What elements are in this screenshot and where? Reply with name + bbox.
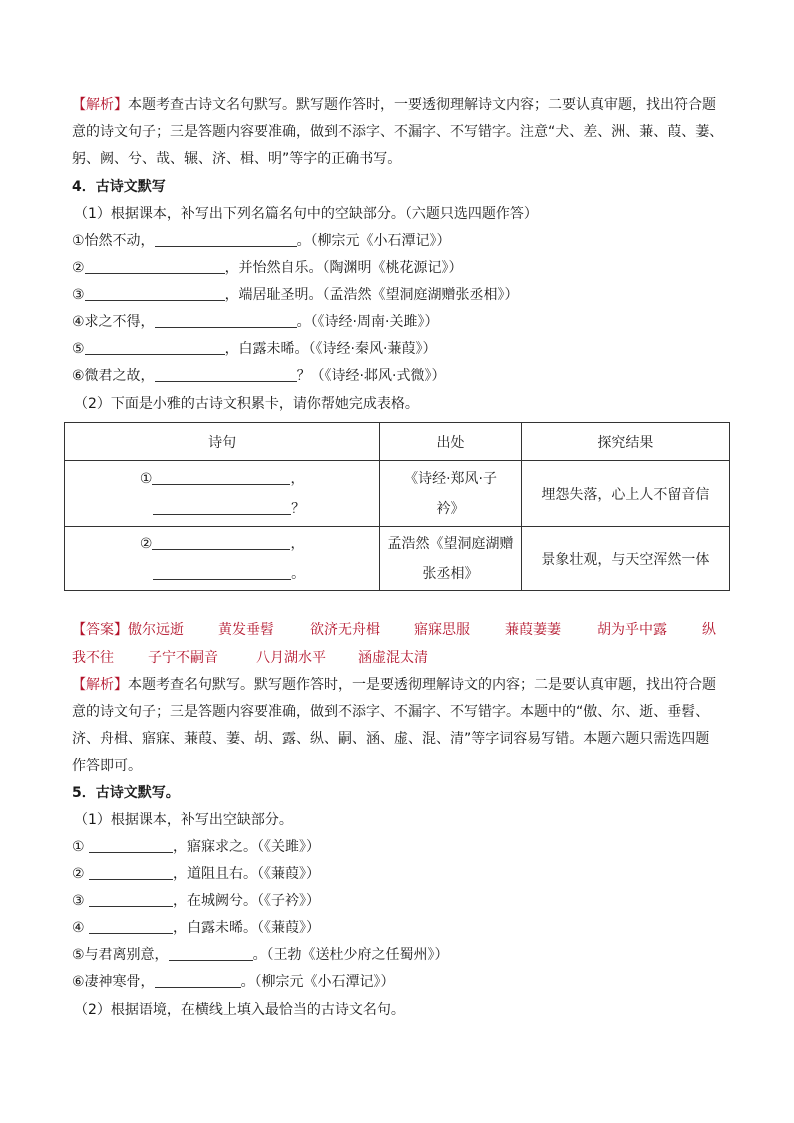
analysis-1-line-3: 躬、阙、兮、哉、辗、济、楫、明”等字的正确书写。 bbox=[72, 151, 402, 167]
answer-blank[interactable] bbox=[155, 973, 241, 988]
accumulation-card-table bbox=[64, 422, 730, 591]
q4-item-6: ⑥微君之故， ？（《诗经·邶风·式微》） bbox=[72, 368, 446, 384]
analysis-2-line-3: 济、舟楫、寤寐、蒹葭、萋、胡、露、纵、嗣、涵、虚、混、清”等字词容易写错。本题六题只需选四题 bbox=[72, 731, 710, 747]
answer-blank[interactable] bbox=[152, 470, 290, 485]
analysis-2-line-2: 意的诗文句子；三是答题内容要准确，做到不添字、不漏字、不写错字。本题中的“傲、尔、逝、垂髫、 bbox=[72, 704, 710, 720]
answer-item: 胡为乎中露 bbox=[597, 622, 667, 638]
q5-item-1: ① ，寤寐求之。（《关雎》） bbox=[72, 839, 321, 855]
verse-cell: ② ， 。 bbox=[65, 527, 380, 591]
header-result: 探究结果 bbox=[521, 423, 729, 461]
answer-blank[interactable] bbox=[85, 286, 225, 301]
q5-item-6: ⑥凄神寒骨， 。（柳宗元《小石潭记》） bbox=[72, 974, 395, 990]
q5-item-5: ⑤与君离别意， 。（王勃《送杜少府之任蜀州》） bbox=[72, 947, 449, 963]
answer-tag: 【答案】 bbox=[72, 622, 128, 638]
answer-blank[interactable] bbox=[152, 535, 290, 550]
answer-blank[interactable] bbox=[89, 892, 173, 907]
answer-item: 蒹葭萋萋 bbox=[505, 622, 561, 638]
answer-item: 子宁不嗣音 bbox=[148, 650, 218, 666]
q5-item-4: ④ ，白露未晞。（《蒹葭》） bbox=[72, 920, 321, 936]
answer-blank[interactable] bbox=[153, 500, 291, 515]
analysis-text: 本题考查名句默写。默写题作答时，一是要透彻理解诗文的内容；二是要认真审题，找出符合题 bbox=[128, 677, 716, 693]
answer-item: 寤寐思服 bbox=[414, 622, 470, 638]
answer-blank[interactable] bbox=[89, 865, 173, 880]
q4-item-1: ①怡然不动， 。（柳宗元《小石潭记》） bbox=[72, 233, 451, 249]
source-cell: 《诗经·郑风·子 衿》 bbox=[380, 461, 521, 527]
verse-cell: ① ， ？ bbox=[65, 461, 380, 527]
q4-item-2: ② ，并怡然自乐。（陶渊明《桃花源记》） bbox=[72, 260, 463, 276]
analysis-text: 本题考查古诗文名句默写。默写题作答时，一要透彻理解诗文内容；二要认真审题，找出符合题 bbox=[128, 97, 716, 113]
q5-item-2: ② ，道阻且右。（《蒹葭》） bbox=[72, 866, 321, 882]
answer-blank[interactable] bbox=[85, 340, 225, 355]
question-4-part-1: （1）根据课本，补写出下列名篇名句中的空缺部分。（六题只选四题作答） bbox=[74, 206, 538, 222]
answer-item: 欲济无舟楫 bbox=[310, 622, 380, 638]
analysis-2-line-1 bbox=[72, 676, 732, 694]
analysis-1-line-1 bbox=[72, 96, 732, 114]
table-row bbox=[65, 461, 730, 527]
question-5-part-2: （2）根据语境，在横线上填入最恰当的古诗文名句。 bbox=[74, 1002, 405, 1018]
answer-item: 八月湖水平 bbox=[256, 650, 326, 666]
question-4-part-2: （2）下面是小雅的古诗文积累卡，请你帮她完成表格。 bbox=[74, 396, 419, 412]
answer-item: 黄发垂髫 bbox=[218, 622, 274, 638]
answer-blank[interactable] bbox=[155, 367, 297, 382]
question-4-title: 4．古诗文默写 bbox=[72, 179, 166, 195]
answer-blank[interactable] bbox=[89, 919, 173, 934]
q5-item-3: ③ ，在城阙兮。（《子衿》） bbox=[72, 893, 321, 909]
answer-item: 傲尔远逝 bbox=[128, 622, 184, 638]
table-header-row bbox=[65, 423, 730, 461]
source-cell: 孟浩然《望洞庭湖赠 张丞相》 bbox=[380, 527, 521, 591]
header-source: 出处 bbox=[380, 423, 521, 461]
answer-item: 纵 bbox=[702, 622, 716, 638]
answer-blank[interactable] bbox=[85, 259, 225, 274]
analysis-1-line-2: 意的诗文句子；三是答题内容要准确，做到不添字、不漏字、不写错字。注意“犬、差、洲、蒹、葭、萋、 bbox=[72, 124, 724, 140]
analysis-tag: 【解析】 bbox=[72, 97, 128, 113]
question-5-part-1: （1）根据课本，补写出空缺部分。 bbox=[74, 812, 293, 828]
q4-item-3: ③ ，端居耻圣明。（孟浩然《望洞庭湖赠张丞相》） bbox=[72, 287, 519, 303]
header-verse: 诗句 bbox=[65, 423, 380, 461]
result-cell: 景象壮观，与天空浑然一体 bbox=[521, 527, 729, 591]
answer-blank[interactable] bbox=[89, 838, 173, 853]
answer-item: 我不往 bbox=[72, 650, 114, 666]
table-row bbox=[65, 527, 730, 591]
answer-item: 涵虚混太清 bbox=[358, 650, 428, 666]
answer-blank[interactable] bbox=[153, 565, 291, 580]
answer-blank[interactable] bbox=[155, 313, 297, 328]
analysis-2-line-4: 作答即可。 bbox=[72, 758, 142, 774]
analysis-tag: 【解析】 bbox=[72, 677, 128, 693]
question-5-title: 5．古诗文默写。 bbox=[72, 785, 180, 801]
answer-blank[interactable] bbox=[155, 232, 297, 247]
answer-blank[interactable] bbox=[169, 946, 253, 961]
result-cell: 埋怨失落，心上人不留音信 bbox=[521, 461, 729, 527]
q4-item-5: ⑤ ，白露未晞。（《诗经·秦风·蒹葭》） bbox=[72, 341, 437, 357]
q4-item-4: ④求之不得， 。（《诗经·周南·关雎》） bbox=[72, 314, 439, 330]
